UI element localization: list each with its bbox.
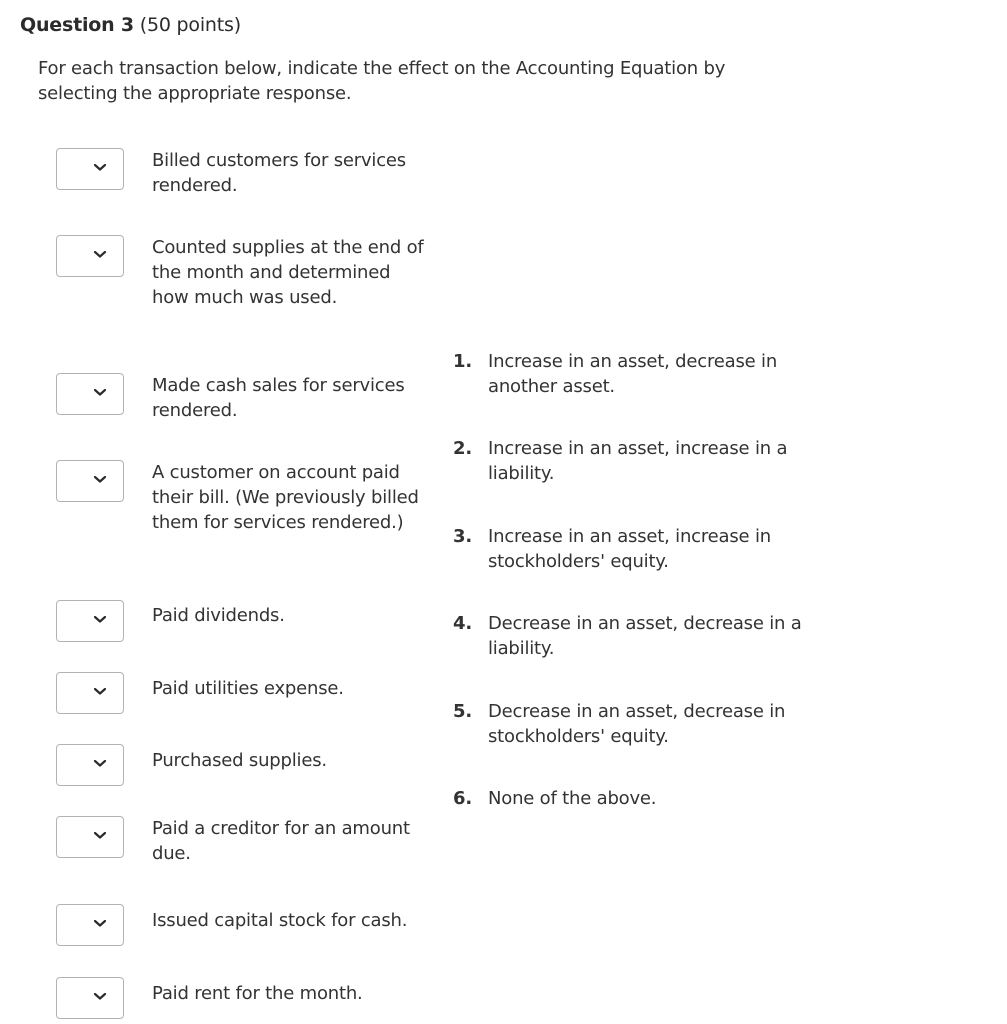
option-number: 1. <box>453 351 472 372</box>
chevron-down-icon <box>93 758 107 768</box>
option-text: None of the above. <box>488 788 657 809</box>
transaction-text: Billed customers for services rendered. <box>152 150 406 196</box>
transaction-text: Paid utilities expense. <box>152 678 344 699</box>
transaction-text: Counted supplies at the end of the month and determined how much was used. <box>152 237 424 308</box>
chevron-down-icon <box>93 249 107 259</box>
chevron-down-icon <box>93 162 107 172</box>
transaction-text: A customer on account paid their bill. (We previously billed them for services rendered.) <box>152 462 419 533</box>
question-title: Question 3 <box>20 14 134 36</box>
transaction-text: Paid dividends. <box>152 605 285 626</box>
chevron-down-icon <box>93 686 107 696</box>
chevron-down-icon <box>93 918 107 928</box>
chevron-down-icon <box>93 474 107 484</box>
option-text: Decrease in an asset, decrease in a liability. <box>488 613 802 659</box>
question-points: (50 points) <box>133 14 241 36</box>
question-instructions: For each transaction below, indicate the effect on the Accounting Equation by selecting the appropriate response. <box>38 58 726 104</box>
transaction-text: Made cash sales for services rendered. <box>152 375 405 421</box>
chevron-down-icon <box>93 991 107 1001</box>
answer-select-9[interactable] <box>56 904 124 946</box>
option-text: Increase in an asset, decrease in another asset. <box>488 351 778 397</box>
chevron-down-icon <box>93 830 107 840</box>
option-number: 3. <box>453 526 472 547</box>
answer-select-4[interactable] <box>56 460 124 502</box>
option-number: 2. <box>453 438 472 459</box>
option-number: 4. <box>453 613 472 634</box>
option-number: 5. <box>453 701 472 722</box>
option-text: Increase in an asset, increase in stockholders' equity. <box>488 526 771 572</box>
answer-select-3[interactable] <box>56 373 124 415</box>
transaction-text: Paid rent for the month. <box>152 983 363 1004</box>
option-text: Decrease in an asset, decrease in stockholders' equity. <box>488 701 786 747</box>
question-header <box>20 14 241 36</box>
transaction-text: Purchased supplies. <box>152 750 327 771</box>
answer-select-10[interactable] <box>56 977 124 1019</box>
option-text: Increase in an asset, increase in a liability. <box>488 438 788 484</box>
option-number: 6. <box>453 788 472 809</box>
transaction-text: Paid a creditor for an amount due. <box>152 818 410 864</box>
answer-select-2[interactable] <box>56 235 124 277</box>
answer-select-8[interactable] <box>56 816 124 858</box>
chevron-down-icon <box>93 387 107 397</box>
answer-select-7[interactable] <box>56 744 124 786</box>
answer-select-6[interactable] <box>56 672 124 714</box>
chevron-down-icon <box>93 614 107 624</box>
answer-select-5[interactable] <box>56 600 124 642</box>
answer-select-1[interactable] <box>56 148 124 190</box>
transaction-text: Issued capital stock for cash. <box>152 910 408 931</box>
